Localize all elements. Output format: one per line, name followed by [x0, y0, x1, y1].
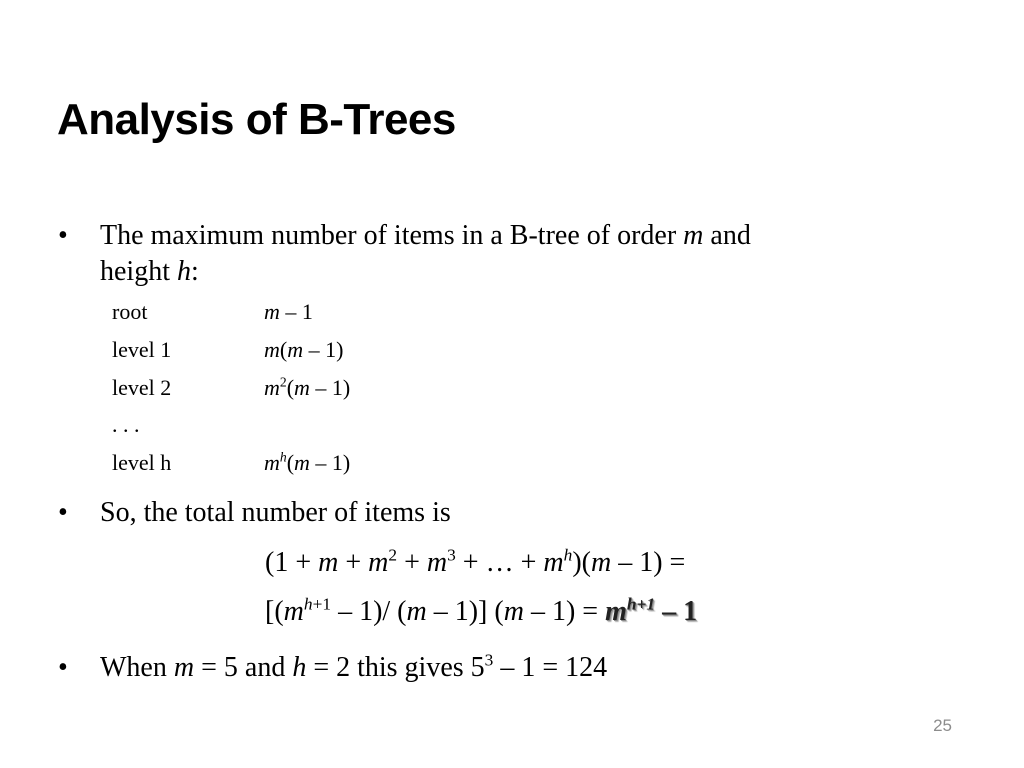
level-expression [264, 375, 350, 401]
var-m: m [264, 299, 280, 324]
level-expression [264, 337, 343, 363]
formula-part: )( [572, 547, 591, 578]
bullet-1-text-end: and [703, 220, 751, 251]
expr-part: – 1) [309, 450, 351, 475]
formula-part: – 1)] ( [426, 596, 504, 627]
formula-part: [( [265, 596, 284, 627]
formula-part: – 1)/ ( [331, 596, 407, 627]
result-highlight [605, 596, 697, 627]
exponent: h+1 [626, 594, 656, 614]
exponent: h [563, 545, 573, 565]
exponent: +1 [312, 594, 332, 614]
var-m: m [590, 547, 612, 578]
var-m: m [683, 220, 704, 251]
expr-part: ( [286, 450, 295, 475]
level-name: level h [112, 450, 172, 475]
text-part: = 5 and [194, 652, 293, 683]
var-m: m [543, 547, 564, 578]
var-m: m [287, 337, 304, 362]
formula-part: – 1) = [611, 547, 686, 578]
formula-part: – 1) = [523, 596, 606, 627]
exponent: 3 [484, 650, 494, 670]
var-m: m [264, 375, 280, 400]
bullet-1-line-2 [100, 255, 199, 289]
text-part: When [100, 652, 174, 683]
exponent: h [303, 594, 313, 614]
level-expression [264, 299, 313, 325]
var-m: m [294, 450, 310, 475]
var-m: m [406, 596, 427, 627]
level-ellipsis: . . . [112, 412, 140, 437]
level-name: root [112, 299, 148, 324]
var-m: m [605, 596, 627, 627]
var-m: m [426, 547, 448, 578]
var-m: m [264, 450, 280, 475]
formula-part: – 1 [655, 596, 698, 627]
bullet-1-line-1 [100, 219, 751, 253]
formula-part: + … + [455, 547, 544, 578]
formula-part: + [397, 547, 427, 578]
expr-part: – 1) [303, 337, 344, 362]
var-m: m [318, 547, 339, 578]
formula-part: + [338, 547, 369, 578]
colon: : [191, 256, 199, 287]
expr-part: ( [286, 375, 295, 400]
exponent: h [279, 449, 287, 465]
var-m: m [503, 596, 524, 627]
bullet-3-text [100, 651, 607, 685]
level-name: level 2 [112, 375, 172, 400]
exponent: 2 [279, 374, 287, 390]
formula-sum [265, 546, 685, 580]
var-m: m [173, 652, 195, 683]
var-m: m [283, 596, 304, 627]
expr-part: – 1 [279, 299, 313, 324]
level-name: level 1 [112, 337, 172, 362]
formula-part: (1 + [265, 547, 319, 578]
bullet-2-text: So, the total number of items is [100, 497, 451, 528]
var-m: m [264, 337, 280, 362]
var-h: h [177, 256, 191, 287]
exponent: 3 [447, 545, 456, 565]
formula-closed-form [265, 595, 697, 629]
text-part: – 1 = 124 [493, 652, 608, 683]
var-m: m [294, 375, 310, 400]
var-h: h [292, 652, 307, 683]
bullet-marker: • [58, 497, 68, 528]
text-part: = 2 this gives 5 [306, 652, 485, 683]
bullet-1-line-2-text: height [100, 256, 177, 287]
expr-part: ( [279, 337, 288, 362]
slide-title: Analysis of B-Trees [57, 95, 456, 144]
bullet-marker: • [58, 652, 68, 683]
bullet-1-text: The maximum number of items in a B-tree of order [100, 220, 684, 251]
level-expression [264, 450, 350, 476]
bullet-marker: • [58, 220, 68, 251]
expr-part: – 1) [309, 375, 351, 400]
var-m: m [368, 547, 389, 578]
page-number: 25 [933, 716, 952, 735]
exponent: 2 [388, 545, 398, 565]
